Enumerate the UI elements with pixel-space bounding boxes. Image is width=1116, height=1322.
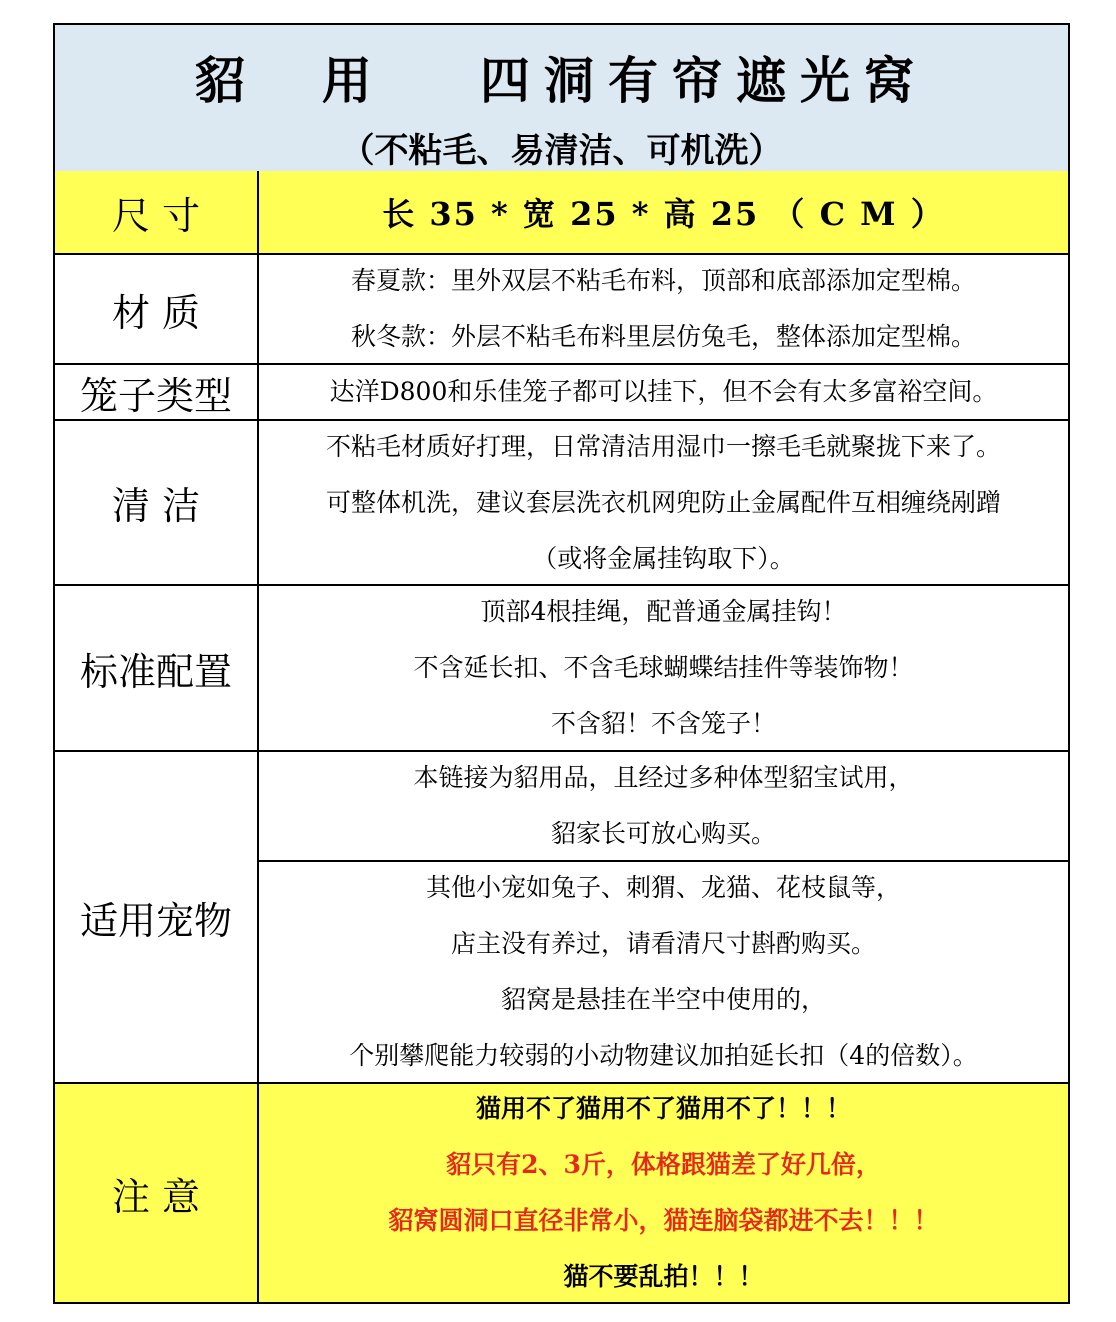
table-header (55, 25, 1068, 173)
notice-line: 猫不要乱拍！！！ (563, 1262, 764, 1291)
text-line: 店主没有养过，请看清尺寸斟酌购买。 (450, 929, 876, 958)
text-line: 不粘毛材质好打理，日常清洁用湿巾一擦毛毛就聚拢下来了。 (325, 431, 1001, 461)
row-size (55, 171, 1068, 255)
text-line: 春夏款：里外双层不粘毛布料，顶部和底部添加定型棉。 (350, 266, 976, 295)
row-standard-config (55, 586, 1068, 752)
size-value: 长 35 * 宽 25 * 高 25 （ C M ） (382, 195, 945, 233)
row-cleaning (55, 421, 1068, 586)
row-material (55, 255, 1068, 365)
row-content-material (259, 255, 1068, 363)
row-label-cage-type: 笼子类型 (55, 365, 259, 419)
text-line: 秋冬款：外层不粘毛布料里层仿兔毛，整体添加定型棉。 (350, 322, 976, 351)
row-label-suitable-pets: 适用宠物 (55, 752, 259, 1082)
notice-line: 猫用不了猫用不了猫用不了！！！ (475, 1094, 851, 1123)
row-label-standard-config: 标准配置 (55, 586, 259, 750)
page-subtitle: （不粘毛、易清洁、可机洗） (340, 131, 783, 171)
row-suitable-pets (55, 752, 1068, 1084)
page-title: 貂 用 四洞有帘遮光窝 (194, 51, 929, 110)
text-line: 貂窝是悬挂在半空中使用的， (500, 985, 826, 1014)
text-line: 不含貂！不含笼子！ (550, 709, 776, 738)
text-line: 达洋D800和乐佳笼子都可以挂下，但不会有太多富裕空间。 (329, 377, 998, 406)
row-content-cage-type (259, 365, 1068, 419)
text-line: 其他小宠如兔子、刺猬、龙猫、花枝鼠等， (425, 873, 901, 902)
product-spec-table (53, 23, 1070, 1304)
row-cage-type (55, 365, 1068, 421)
row-notice (55, 1084, 1068, 1302)
row-label-notice: 注 意 (55, 1084, 259, 1302)
row-label-material: 材 质 (55, 255, 259, 363)
text-line: 本链接为貂用品，且经过多种体型貂宝试用， (413, 763, 914, 792)
notice-warning-line: 貂窝圆洞口直径非常小，猫连脑袋都进不去！！！ (388, 1206, 939, 1235)
row-content-size (259, 171, 1068, 253)
text-line: 个别攀爬能力较弱的小动物建议加拍延长扣（4的倍数）。 (349, 1041, 978, 1070)
pets-other-note (259, 862, 1068, 1082)
row-content-standard-config (259, 586, 1068, 750)
text-line: 可整体机洗，建议套层洗衣机网兜防止金属配件互相缠绕剐蹭 (325, 487, 1001, 517)
row-content-cleaning (259, 421, 1068, 584)
notice-warning-line: 貂只有2、3斤，体格跟猫差了好几倍， (446, 1150, 881, 1179)
row-content-notice (259, 1084, 1068, 1302)
pets-ferret-note (259, 752, 1068, 862)
text-line: （或将金属挂钩取下）。 (532, 543, 795, 573)
text-line: 顶部4根挂绳，配普通金属挂钩！ (480, 597, 847, 626)
text-line: 不含延长扣、不含毛球蝴蝶结挂件等装饰物！ (413, 653, 914, 682)
row-label-size: 尺 寸 (55, 171, 259, 253)
text-line: 貂家长可放心购买。 (550, 819, 776, 848)
row-label-cleaning: 清 洁 (55, 421, 259, 584)
